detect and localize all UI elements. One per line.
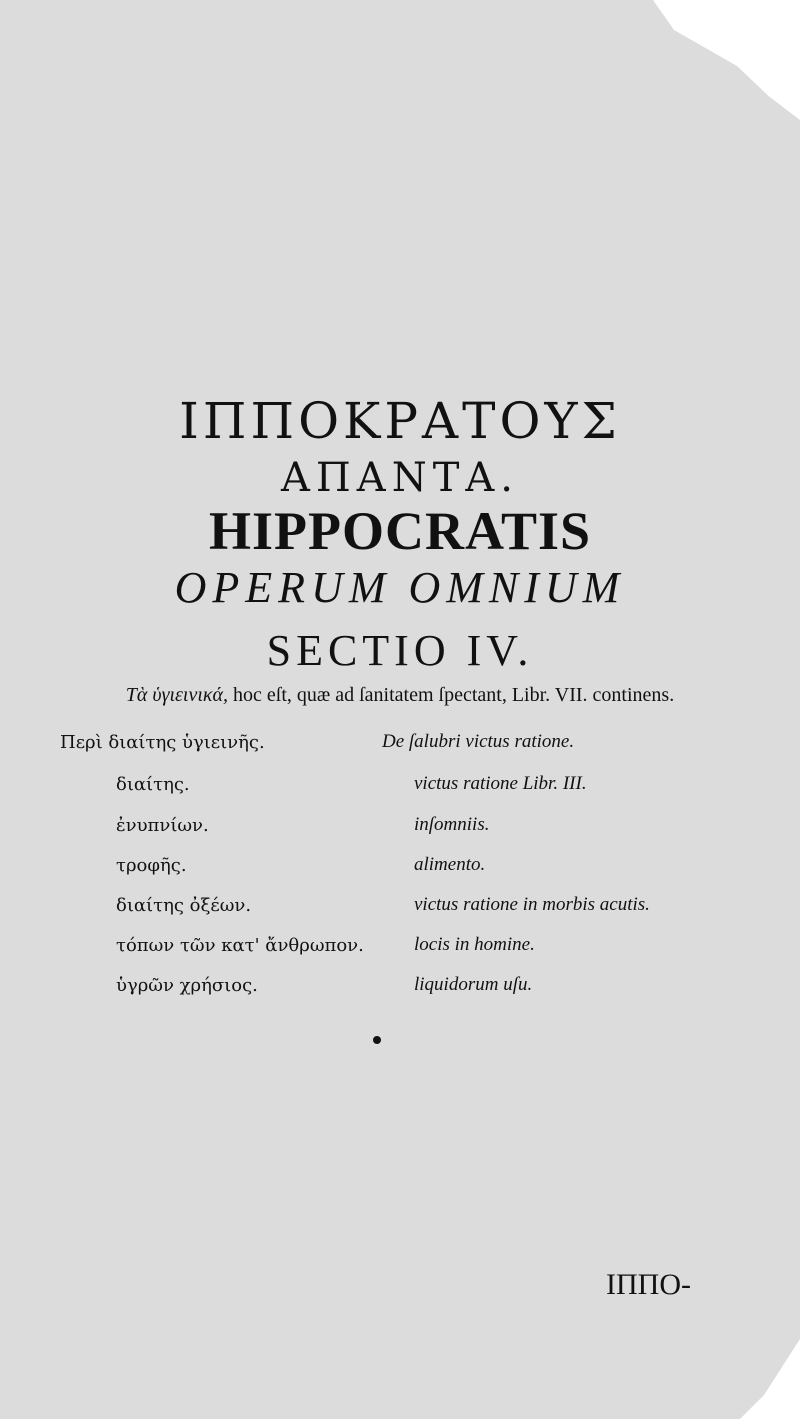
entry-latin: victus ratione in morbis acutis.	[414, 894, 650, 915]
entry-greek: τόπων τῶν κατ' ἄνθρωπον.	[116, 935, 364, 956]
ornament-dot	[373, 1036, 381, 1044]
torn-corner	[590, 0, 800, 120]
entry-latin: liquidorum uſu.	[414, 974, 533, 995]
entry-greek: διαίτης.	[116, 774, 190, 795]
latin-title: HIPPOCRATIS	[208, 501, 592, 561]
entry-latin: inſomniis.	[414, 814, 490, 835]
entry-greek: Περὶ διαίτης ὑγιεινῆς.	[60, 732, 265, 753]
greek-subtitle: ΑΠΑΝΤΑ.	[281, 455, 519, 501]
torn-corner-bottom	[740, 1339, 800, 1419]
entry-latin: De ſalubri victus ratione.	[382, 731, 575, 752]
latin-subtitle: OPERUM OMNIUM	[174, 563, 626, 612]
entry-latin: victus ratione Libr. III.	[414, 773, 587, 794]
entry-greek: τροφῆς.	[116, 855, 187, 876]
entry-latin: alimento.	[414, 854, 486, 875]
contents-greek: Τὰ ὑγιεινικά,	[125, 684, 229, 706]
greek-title: ΙΠΠΟΚΡΑΤΟΥΣ	[179, 392, 621, 450]
entry-greek: ὑγρῶν χρήσιος.	[116, 975, 258, 996]
contents-description	[40, 684, 760, 707]
contents-latin: hoc eſt, quæ ad ſanitatem ſpectant, Libr. VII. continens.	[228, 684, 675, 706]
catchword: ΙΠΠΟ-	[606, 1268, 691, 1301]
entry-latin: locis in homine.	[414, 934, 535, 955]
entry-greek: διαίτης ὀξέων.	[116, 895, 252, 916]
entry-greek: ἐνυπνίων.	[116, 815, 209, 836]
section-heading: SECTIO IV.	[266, 626, 534, 675]
